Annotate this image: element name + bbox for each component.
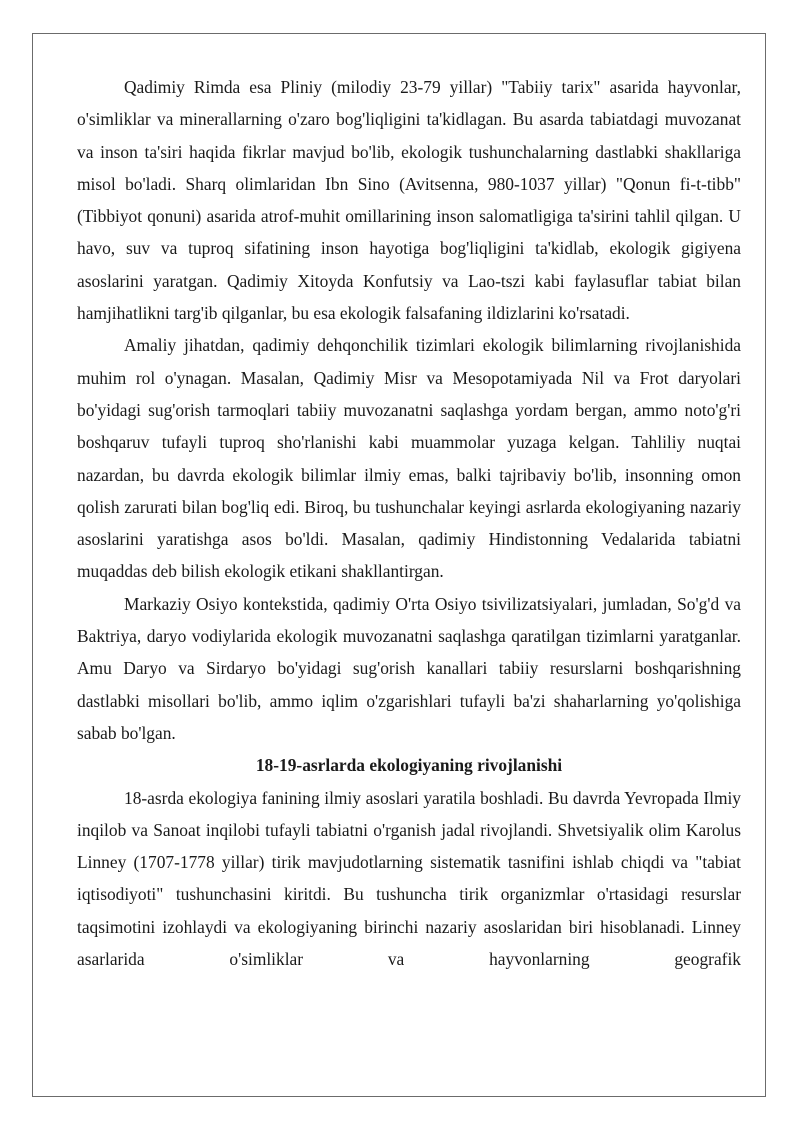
paragraph: 18-asrda ekologiya fanining ilmiy asoslari yaratila boshladi. Bu davrda Yevropada Ilmiy inqilob va Sanoat inqilobi tufayli tabiatni o'rganish jadal rivojlandi. Shvetsiyalik olim Karolus Linney (1707-1778 yillar) tirik mavjudotlarning sistematik tasnifini ishlab chiqdi va "tabiat iqtisodiyoti" tushunchasini kiritdi. Bu tushuncha tirik organizmlar o'rtasidagi resurslar taqsimotini izohlaydi va ekologiyaning birinchi nazariy asoslaridan biri hisoblanadi. Linney asarlarida o'simliklar va hayvonlarning geografik [77,787,741,970]
section-heading: 18-19-asrlarda ekologiyaning rivojlanishi [255,755,563,776]
paragraph: Markaziy Osiyo kontekstida, qadimiy O'rta Osiyo tsivilizatsiyalari, jumladan, So'g'd va Baktriya, daryo vodiylarida ekologik muvozanatni saqlashga qaratilgan tizimlarni yaratganlar. Amu Daryo va Sirdaryo bo'yidagi sug'orish kanallari tabiiy resurslarni boshqarishning dastlabki misollari bo'lib, ammo iqlim o'zgarishlari tufayli ba'zi shaharlarning yo'qolishiga sabab bo'lgan. [77,593,741,743]
document-body [77,71,741,975]
paragraph: Amaliy jihatdan, qadimiy dehqonchilik tizimlari ekologik bilimlarning rivojlanishida muhim rol o'ynagan. Masalan, Qadimiy Misr va Mesopotamiyada Nil va Frot daryolari bo'yidagi sug'orish tarmoqlari tabiiy muvozanatni saqlashga yordam bergan, ammo noto'g'ri boshqaruv tufayli tuproq sho'rlanishi kabi muammolar yuzaga kelgan. Tahliliy nuqtai nazardan, bu davrda ekologik bilimlar ilmiy emas, balki tajribaviy bo'lib, insonning omon qolish zarurati bilan bog'liq edi. Biroq, bu tushunchalar keyingi asrlarda ekologiyaning nazariy asoslarini yaratishga asos bo'ldi. Masalan, qadimiy Hindistonning Vedalarida tabiatni muqaddas deb bilish ekologik etikani shakllantirgan. [77,335,741,582]
paragraph: Qadimiy Rimda esa Pliniy (milodiy 23-79 yillar) "Tabiiy tarix" asarida hayvonlar, o'simliklar va minerallarning o'zaro bog'liqligini ta'kidlagan. Bu asarda tabiatdagi muvozanat va inson ta'siri haqida fikrlar mavjud bo'lib, ekologik tushunchalarning dastlabki shakllariga misol bo'ladi. Sharq olimlaridan Ibn Sino (Avitsenna, 980-1037 yillar) "Qonun fi-t-tibb" (Tibbiyot qonuni) asarida atrof-muhit omillarining inson salomatligiga ta'sirini tahlil qilgan. U havo, suv va tuproq sifatining inson hayotiga bog'liqligini ta'kidlab, ekologik gigiyena asoslarini yaratgan. Qadimiy Xitoyda Konfutsiy va Lao-tszi kabi faylasuflar tabiat bilan hamjihatlikni targ'ib qilganlar, bu esa ekologik falsafaning ildizlarini ko'rsatadi. [77,77,741,324]
